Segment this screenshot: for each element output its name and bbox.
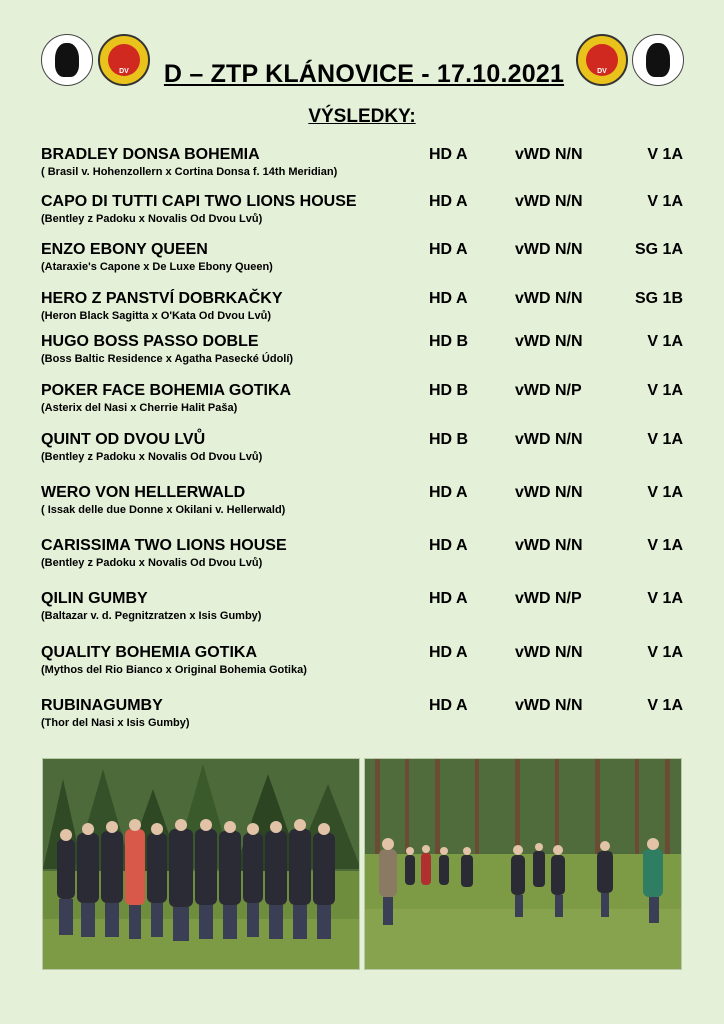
result-entry <box>41 644 691 684</box>
dog-parents: (Bentley z Padoku x Novalis Od Dvou Lvů) <box>41 451 263 463</box>
grade-result: V 1A <box>647 382 683 399</box>
dog-parents: (Bentley z Padoku x Novalis Od Dvou Lvů) <box>41 557 263 569</box>
klub-logo-right <box>632 34 684 86</box>
grade-result: V 1A <box>647 697 683 714</box>
vwd-result: vWD N/N <box>515 484 583 501</box>
dog-name: HUGO BOSS PASSO DOBLE <box>41 333 259 350</box>
results-heading: VÝSLEDKY: <box>308 106 416 127</box>
result-entry <box>41 333 691 373</box>
vwd-result: vWD N/N <box>515 697 583 714</box>
vwd-result: vWD N/N <box>515 290 583 307</box>
result-entry <box>41 146 691 186</box>
dog-name: WERO VON HELLERWALD <box>41 484 246 501</box>
hd-result: HD A <box>429 644 468 661</box>
grade-result: V 1A <box>647 333 683 350</box>
dog-parents: (Ataraxie's Capone x De Luxe Ebony Queen) <box>41 261 273 273</box>
grade-result: V 1A <box>647 644 683 661</box>
result-entry <box>41 431 691 471</box>
dog-parents: (Thor del Nasi x Isis Gumby) <box>41 717 190 729</box>
result-entry <box>41 537 691 577</box>
result-entry <box>41 193 691 233</box>
vwd-result: vWD N/P <box>515 590 582 607</box>
page-title: D – ZTP KLÁNOVICE - 17.10.2021 <box>163 60 565 88</box>
hd-result: HD A <box>429 193 468 210</box>
dog-name: CAPO DI TUTTI CAPI TWO LIONS HOUSE <box>41 193 357 210</box>
dog-parents: ( Brasil v. Hohenzollern x Cortina Donsa f. 14th Meridian) <box>41 166 338 178</box>
grade-result: V 1A <box>647 193 683 210</box>
result-entry <box>41 241 691 281</box>
dog-name: HERO Z PANSTVÍ DOBRKAČKY <box>41 290 283 307</box>
grade-result: V 1A <box>647 146 683 163</box>
grade-result: SG 1A <box>634 241 683 258</box>
dog-parents: (Asterix del Nasi x Cherrie Halit Paša) <box>41 402 238 414</box>
dog-parents: (Heron Black Sagitta x O'Kata Od Dvou Lvů) <box>41 310 271 322</box>
hd-result: HD A <box>429 484 468 501</box>
result-entry <box>41 484 691 524</box>
vwd-result: vWD N/N <box>515 193 583 210</box>
group-photo <box>42 758 360 970</box>
dog-name: RUBINAGUMBY <box>41 697 163 714</box>
result-entry <box>41 382 691 422</box>
vwd-result: vWD N/N <box>515 146 583 163</box>
dv-logo-left <box>98 34 150 86</box>
dog-name: BRADLEY DONSA BOHEMIA <box>41 146 260 163</box>
dog-name: QUALITY BOHEMIA GOTIKA <box>41 644 257 661</box>
dog-name: QUINT OD DVOU LVŮ <box>41 431 206 448</box>
grade-result: V 1A <box>647 431 683 448</box>
vwd-result: vWD N/N <box>515 333 583 350</box>
dog-parents: (Baltazar v. d. Pegnitzratzen x Isis Gumby) <box>41 610 262 622</box>
dog-name: POKER FACE BOHEMIA GOTIKA <box>41 382 292 399</box>
dog-name: CARISSIMA TWO LIONS HOUSE <box>41 537 287 554</box>
hd-result: HD B <box>429 382 469 399</box>
field-photo <box>364 758 682 970</box>
hd-result: HD B <box>429 431 469 448</box>
dv-logo-right <box>576 34 628 86</box>
result-entry <box>41 290 691 330</box>
field-photo-image <box>365 759 682 970</box>
group-photo-image <box>43 759 360 970</box>
hd-result: HD B <box>429 333 469 350</box>
hd-result: HD A <box>429 590 468 607</box>
vwd-result: vWD N/N <box>515 241 583 258</box>
result-entry <box>41 590 691 630</box>
result-entry <box>41 697 691 737</box>
hd-result: HD A <box>429 290 468 307</box>
dog-parents: (Boss Baltic Residence x Agatha Pasecké Údolí) <box>41 353 294 365</box>
hd-result: HD A <box>429 241 468 258</box>
vwd-result: vWD N/N <box>515 537 583 554</box>
vwd-result: vWD N/N <box>515 431 583 448</box>
dog-name: QILIN GUMBY <box>41 590 148 607</box>
vwd-result: vWD N/N <box>515 644 583 661</box>
hd-result: HD A <box>429 697 468 714</box>
dog-name: ENZO EBONY QUEEN <box>41 241 208 258</box>
grade-result: V 1A <box>647 484 683 501</box>
grade-result: SG 1B <box>634 290 683 307</box>
hd-result: HD A <box>429 146 468 163</box>
vwd-result: vWD N/P <box>515 382 582 399</box>
grade-result: V 1A <box>647 537 683 554</box>
dog-parents: (Bentley z Padoku x Novalis Od Dvou Lvů) <box>41 213 263 225</box>
dog-parents: ( Issak delle due Donne x Okilani v. Hellerwald) <box>41 504 286 516</box>
grade-result: V 1A <box>647 590 683 607</box>
klub-logo-left <box>41 34 93 86</box>
dog-parents: (Mythos del Rio Bianco x Original Bohemia Gotika) <box>41 664 307 676</box>
hd-result: HD A <box>429 537 468 554</box>
